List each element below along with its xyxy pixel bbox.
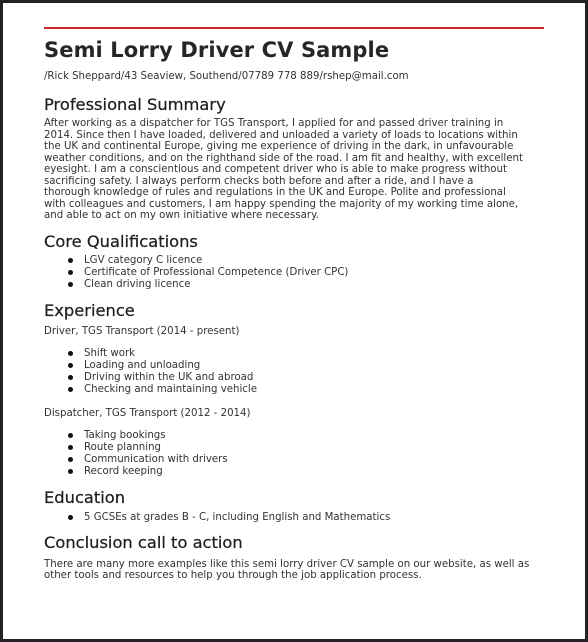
summary-line: weather conditions, and on the righthand side of the road. I am fit and healthy, with excellent [44,152,523,164]
qualifications-heading: Core Qualifications [44,231,198,251]
experience-heading: Experience [44,300,135,320]
bullet-icon [68,270,73,275]
summary-line: the UK and continental Europe, giving me experience of driving in the dark, in unfavourable [44,141,514,152]
list-item: Loading and unloading [84,360,544,372]
conclusion-heading: Conclusion call to action [44,532,243,552]
bullet-icon [68,351,73,356]
summary-line: and able to act on my own initiative where necessary. [44,210,319,221]
conclusion-line: There are many more examples like this semi lorry driver CV sample on our website, as well as [44,558,530,570]
list-item: Record keeping [84,466,544,478]
list-item: Route planning [84,442,544,454]
bullet-icon [68,469,73,474]
bullet-icon [68,515,73,520]
cv-content [44,36,544,582]
summary-text [44,118,544,222]
summary-line: sacrificing safety. I always perform checks both before and after a ride, and I have a [44,175,474,187]
bullet-icon [68,375,73,380]
summary-line: eyesight. I am a conscientious and competent driver who is able to make progress without [44,164,507,175]
summary-line: 2014. Since then I have loaded, delivered and unloaded a variety of loads to locations within [44,129,518,141]
bullet-icon [68,457,73,462]
summary-line: with colleagues and customers, I am happy spending the majority of my working time alone, [44,198,519,210]
education-list [44,512,544,524]
list-item: Clean driving licence [84,279,544,291]
bullet-icon [68,387,73,392]
summary-heading: Professional Summary [44,95,226,114]
bullet-icon [68,433,73,438]
summary-line: After working as a dispatcher for TGS Transport, I applied for and passed driver training in [44,118,504,129]
qualifications-list [44,255,544,291]
job-title: Driver, TGS Transport (2014 - present) [44,325,240,337]
list-item: Certificate of Professional Competence (Driver CPC) [84,267,544,279]
job-duties-list [44,348,544,396]
conclusion-line: other tools and resources to help you through the job application process. [44,570,422,581]
list-item: Taking bookings [84,430,544,442]
bullet-icon [68,282,73,287]
contact-details: /Rick Sheppard/43 Seaview, Southend/07789 778 889/rshep@mail.com [44,71,409,82]
education-heading: Education [44,487,126,507]
list-item: 5 GCSEs at grades B - C, including English and Mathematics [84,512,544,524]
list-item: LGV category C licence [84,255,544,267]
cv-title: Semi Lorry Driver CV Sample [44,38,390,62]
job-title: Dispatcher, TGS Transport (2012 - 2014) [44,407,251,419]
list-item: Communication with drivers [84,454,544,466]
job-duties-list [44,430,544,478]
list-item: Driving within the UK and abroad [84,372,544,384]
bullet-icon [68,363,73,368]
summary-line: thorough knowledge of rules and regulations in the UK and Europe. Polite and professional [44,187,506,198]
header-accent-line [44,27,544,29]
bullet-icon [68,445,73,450]
list-item: Checking and maintaining vehicle [84,384,544,396]
conclusion-text [44,559,544,582]
list-item: Shift work [84,348,544,360]
bullet-icon [68,258,73,263]
